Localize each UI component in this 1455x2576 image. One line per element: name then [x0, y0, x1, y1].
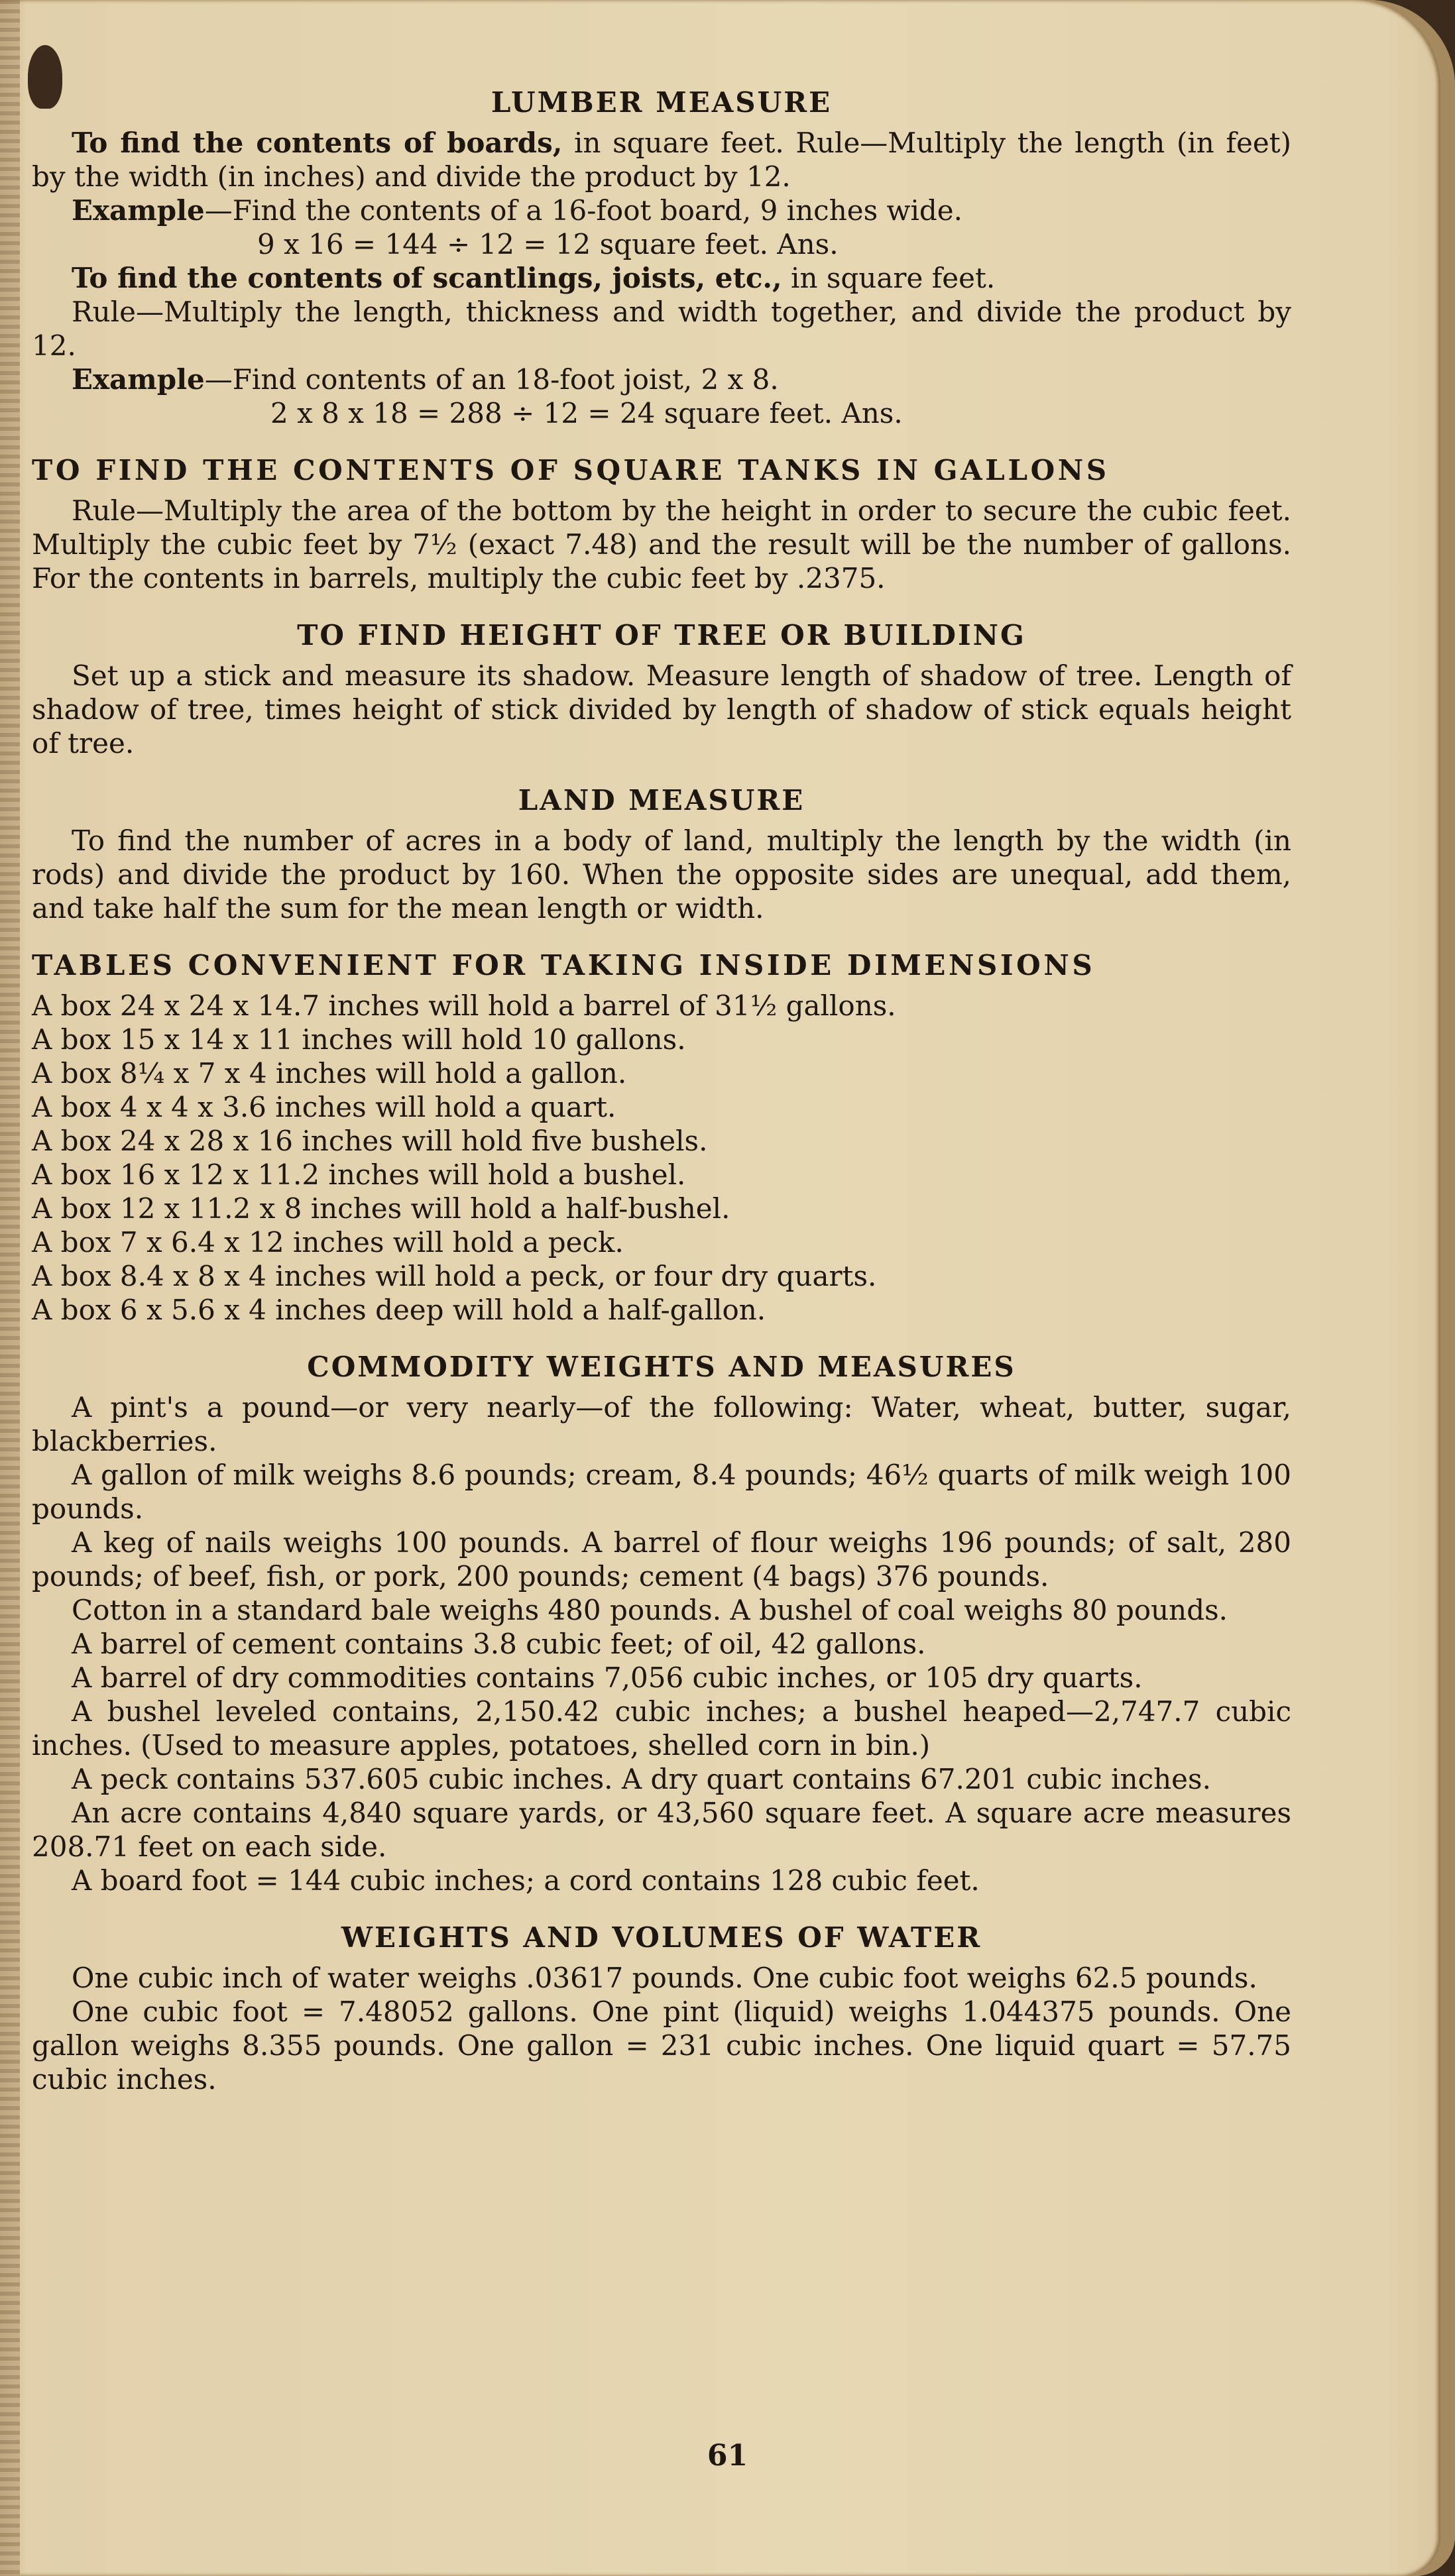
water-paragraph: One cubic foot = 7.48052 gallons. One pint (liquid) weighs 1.044375 pounds. One gallon weighs 8.355 pounds. One gallon = 231 cubic inches. One liquid quart = 57.75 cubic inches. [32, 1995, 1291, 2096]
table-row: A box 16 x 12 x 11.2 inches will hold a bushel. [32, 1158, 686, 1191]
commodity-paragraph: A bushel leveled contains, 2,150.42 cubic inches; a bushel heaped—2,747.7 cubic inches. (Used to measure apples, potatoes, shelled corn in bin.) [32, 1695, 1291, 1762]
commodity-paragraph: Cotton in a standard bale weighs 480 pounds. A bushel of coal weighs 80 pounds. [72, 1594, 1228, 1626]
lumber-scantlings-heading: To find the contents of scantlings, joists, etc., in square feet. [72, 262, 996, 294]
tanks-text: Rule—Multiply the area of the bottom by the height in order to secure the cubic feet. Multiply the cubic feet by 7½ (exact 7.48) and the result will be the number of gallons. For the contents in barrels, multiply the cubic feet by .2375. [32, 494, 1291, 594]
commodity-paragraph: A barrel of dry commodities contains 7,056 cubic inches, or 105 dry quarts. [72, 1661, 1143, 1694]
commodity-paragraph: A peck contains 537.605 cubic inches. A dry quart contains 67.201 cubic inches. [72, 1763, 1211, 1795]
page-binding-edge [0, 0, 20, 2576]
lumber-example-1: Example—Find the contents of a 16-foot board, 9 inches wide. [72, 194, 962, 227]
tanks-heading: TO FIND THE CONTENTS OF SQUARE TANKS IN GALLONS [32, 454, 1110, 486]
commodity-heading: COMMODITY WEIGHTS AND MEASURES [307, 1351, 1016, 1383]
table-row: A box 8.4 x 8 x 4 inches will hold a peck, or four dry quarts. [32, 1260, 877, 1292]
lumber-rule-2: Rule—Multiply the length, thickness and width together, and divide the product by 12. [32, 296, 1291, 362]
tree-text: Set up a stick and measure its shadow. Measure length of shadow of tree. Length of shadow of tree, times height of stick divided by length of shadow of stick equals height of tree. [32, 659, 1291, 759]
commodity-paragraph: A board foot = 144 cubic inches; a cord contains 128 cubic feet. [72, 1864, 980, 1897]
land-heading: LAND MEASURE [518, 784, 805, 816]
lumber-example-1-calc: 9 x 16 = 144 ÷ 12 = 12 square feet. Ans. [257, 228, 839, 260]
table-row: A box 24 x 28 x 16 inches will hold five bushels. [32, 1125, 708, 1157]
commodity-paragraph: A barrel of cement contains 3.8 cubic feet; of oil, 42 gallons. [72, 1628, 926, 1660]
commodity-paragraph: An acre contains 4,840 square yards, or 43,560 square feet. A square acre measures 208.71 feet on each side. [32, 1797, 1291, 1863]
table-row: A box 24 x 24 x 14.7 inches will hold a barrel of 31½ gallons. [32, 989, 896, 1022]
commodity-paragraph: A pint's a pound—or very nearly—of the following: Water, wheat, butter, sugar, blackberries. [32, 1391, 1291, 1457]
table-row: A box 8¼ x 7 x 4 inches will hold a gallon. [32, 1057, 627, 1090]
commodity-list [32, 1390, 1291, 1897]
table-row: A box 7 x 6.4 x 12 inches will hold a peck. [32, 1226, 624, 1259]
table-row: A box 15 x 14 x 11 inches will hold 10 gallons. [32, 1023, 686, 1056]
water-paragraph: One cubic inch of water weighs .03617 pounds. One cubic foot weighs 62.5 pounds. [72, 1962, 1257, 1994]
lumber-boards-rule: To find the contents of boards, in square feet. Rule—Multiply the length (in feet) by the width (in inches) and divide the product by 12. [32, 127, 1292, 193]
table-row: A box 12 x 11.2 x 8 inches will hold a half-bushel. [32, 1192, 730, 1225]
lumber-example-2-calc: 2 x 8 x 18 = 288 ÷ 12 = 24 square feet. Ans. [270, 397, 903, 429]
table-row: A box 4 x 4 x 3.6 inches will hold a quart. [32, 1091, 616, 1123]
tables-heading: TABLES CONVENIENT FOR TAKING INSIDE DIMENSIONS [32, 949, 1096, 981]
tree-heading: TO FIND HEIGHT OF TREE OR BUILDING [297, 619, 1026, 651]
tables-list [32, 989, 1291, 1327]
lumber-example-2: Example—Find contents of an 18-foot joist, 2 x 8. [72, 363, 779, 396]
land-text: To find the number of acres in a body of land, multiply the length by the width (in rods) and divide the product by 160. When the opposite sides are unequal, add them, and take half the sum for the mean length or width. [32, 824, 1291, 924]
lumber-heading: LUMBER MEASURE [491, 86, 833, 119]
commodity-paragraph: A keg of nails weighs 100 pounds. A barrel of flour weighs 196 pounds; of salt, 280 pounds; of beef, fish, or pork, 200 pounds; cement (4 bags) 376 pounds. [32, 1526, 1291, 1593]
page-content [32, 80, 1291, 2096]
water-heading: WEIGHTS AND VOLUMES OF WATER [341, 1921, 982, 1954]
commodity-paragraph: A gallon of milk weighs 8.6 pounds; cream, 8.4 pounds; 46½ quarts of milk weigh 100 pounds. [32, 1459, 1291, 1525]
page-number: 61 [707, 2439, 748, 2473]
table-row: A box 6 x 5.6 x 4 inches deep will hold a half-gallon. [32, 1294, 766, 1326]
